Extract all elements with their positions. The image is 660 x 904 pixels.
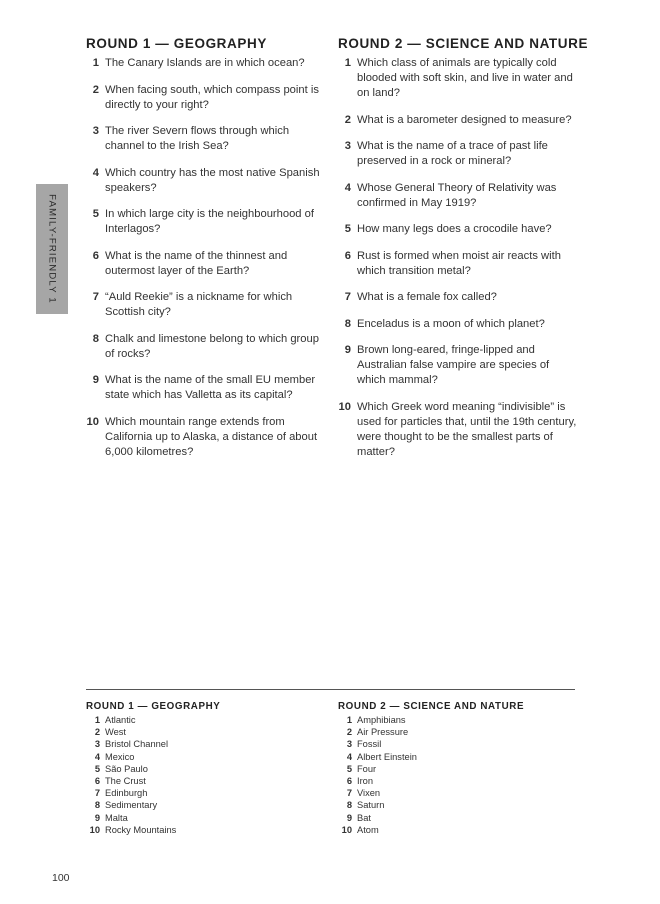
answer-item-number: 9 [94, 812, 100, 823]
round2-questions [338, 36, 589, 471]
question-item [86, 373, 331, 403]
answer-item [338, 787, 578, 799]
section-side-tab [36, 184, 68, 314]
question-item-text: Enceladus is a moon of which planet? [357, 317, 545, 330]
question-item [338, 400, 578, 460]
answer-item [338, 799, 578, 811]
answer-item-number: 1 [94, 715, 100, 725]
question-item-number: 5 [344, 223, 351, 235]
question-item [338, 181, 578, 211]
question-item-number: 10 [86, 415, 99, 428]
answer-item [86, 751, 326, 763]
answer-item [338, 726, 578, 738]
question-item [86, 207, 331, 237]
answer-item [338, 714, 578, 726]
question-item [86, 332, 331, 362]
question-item-text: Rust is formed when moist air reacts with which transition metal? [357, 249, 561, 277]
answer-item-text: Saturn [357, 800, 385, 811]
answer-item-text: Mexico [105, 751, 135, 762]
round1-title: ROUND 1 — GEOGRAPHY [86, 36, 267, 51]
answer-item-text: Vixen [357, 788, 381, 799]
side-tab-label: FAMILY-FRIENDLY 1 [46, 194, 58, 304]
question-item-text: “Auld Reekie” is a nickname for which Scottish city? [105, 291, 293, 318]
question-item [338, 343, 578, 388]
question-item-text: What is a barometer designed to measure? [357, 113, 572, 126]
round2-answers [338, 701, 578, 836]
answer-item [86, 763, 326, 775]
answer-item-text: Edinburgh [105, 788, 148, 799]
answer-item [338, 738, 578, 750]
question-item-text: Brown long-eared, fringe-lipped and Australian false vampire are species of which mammal? [357, 344, 550, 386]
answer-item-number: 9 [346, 812, 352, 823]
question-item [338, 139, 578, 169]
answer-item-text: West [105, 727, 127, 738]
answer-item [338, 763, 578, 775]
question-item-text: What is the name of the small EU member state which has Valletta as its capital? [105, 374, 316, 401]
question-item-number: 9 [344, 344, 351, 356]
question-item [86, 124, 331, 154]
question-item [86, 56, 331, 71]
answer-item [86, 738, 326, 750]
answer-item-number: 10 [341, 824, 352, 835]
answer-item [338, 812, 578, 824]
answer-item [338, 751, 578, 763]
answer-item-number: 10 [89, 824, 100, 835]
answer-item-text: Atlantic [105, 715, 136, 725]
answer-item [338, 775, 578, 787]
answer-item-number: 2 [94, 727, 100, 738]
question-item-number: 8 [344, 317, 351, 330]
question-item-number: 6 [344, 249, 351, 262]
question-item-text: What is the name of the thinnest and outermost layer of the Earth? [105, 249, 288, 277]
question-item-number: 10 [338, 400, 351, 413]
answer-item-text: Iron [357, 776, 374, 787]
answer-item [86, 812, 326, 824]
answer-item-number: 8 [346, 800, 352, 811]
question-item [86, 166, 331, 196]
question-item-number: 4 [344, 181, 351, 194]
question-item-number: 7 [344, 291, 351, 303]
answer-item-number: 7 [94, 788, 100, 799]
question-item-text: What is the name of a trace of past life preserved in a rock or mineral? [357, 140, 548, 167]
question-item-text: In which large city is the neighbourhood of Interlagos? [105, 208, 314, 235]
question-item-text: Which country has the most native Spanish speakers? [105, 166, 320, 194]
question-item [338, 317, 578, 332]
question-item [338, 249, 578, 279]
answer-item-text: Amphibians [357, 715, 406, 725]
answer-item [86, 799, 326, 811]
question-item-text: When facing south, which compass point is directly to your right? [105, 83, 319, 111]
question-item-number: 1 [92, 57, 99, 69]
answer-item [86, 787, 326, 799]
question-item-text: Which Greek word meaning “indivisible” is used for particles that, until the 19th century, were thought to be the smallest parts of matter? [357, 400, 577, 458]
round1-answers-title: ROUND 1 — GEOGRAPHY [86, 701, 221, 712]
answer-item-number: 5 [94, 763, 100, 774]
answer-item [86, 824, 326, 836]
answer-item-number: 1 [346, 715, 352, 725]
question-item [86, 290, 331, 320]
answer-item [86, 775, 326, 787]
question-item-number: 8 [92, 332, 99, 345]
question-item [338, 56, 578, 101]
answer-item-number: 4 [94, 751, 100, 762]
answer-item-number: 2 [346, 727, 352, 738]
question-item-number: 2 [344, 113, 351, 126]
answer-item-text: São Paulo [105, 763, 148, 774]
question-item-text: How many legs does a crocodile have? [357, 223, 552, 235]
page-number: 100 [52, 872, 70, 884]
answer-item [86, 714, 326, 726]
question-item [86, 415, 331, 460]
answer-item-text: The Crust [105, 776, 146, 787]
answer-item-number: 6 [94, 776, 100, 787]
answer-item-text: Malta [105, 812, 128, 823]
question-item [86, 249, 331, 279]
answer-item [86, 726, 326, 738]
answer-item-number: 6 [346, 776, 352, 787]
answer-item-text: Rocky Mountains [105, 824, 177, 835]
answer-item-number: 7 [346, 788, 352, 799]
round2-answers-title: ROUND 2 — SCIENCE AND NATURE [338, 701, 525, 712]
question-item-number: 7 [92, 291, 99, 303]
answer-item-number: 4 [346, 751, 352, 762]
question-item-number: 5 [92, 208, 99, 220]
question-item [338, 222, 578, 237]
round1-questions [86, 36, 331, 471]
question-item [86, 83, 331, 113]
question-item-text: The Canary Islands are in which ocean? [105, 57, 305, 69]
round2-title: ROUND 2 — SCIENCE AND NATURE [338, 36, 589, 51]
question-item-number: 2 [92, 83, 99, 96]
question-item-text: What is a female fox called? [357, 291, 497, 303]
question-item [338, 290, 578, 305]
answer-item [338, 824, 578, 836]
answer-item-text: Albert Einstein [357, 751, 417, 762]
question-item-number: 3 [344, 140, 351, 152]
question-item [338, 113, 578, 128]
answer-item-number: 5 [346, 763, 352, 774]
answer-item-number: 3 [94, 739, 100, 750]
answer-item-number: 8 [94, 800, 100, 811]
question-item-text: The river Severn flows through which channel to the Irish Sea? [105, 125, 290, 152]
answer-item-text: Bat [357, 812, 371, 823]
answer-item-number: 3 [346, 739, 352, 750]
answer-item-text: Four [357, 763, 377, 774]
round1-answers [86, 701, 326, 836]
question-item-number: 1 [344, 57, 351, 69]
question-item-text: Which class of animals are typically cold blooded with soft skin, and live in water and on land? [357, 57, 573, 99]
question-item-number: 3 [92, 125, 99, 137]
answer-item-text: Atom [357, 824, 379, 835]
answer-item-text: Sedimentary [105, 800, 158, 811]
answer-item-text: Air Pressure [357, 727, 409, 738]
question-item-text: Chalk and limestone belong to which group of rocks? [105, 332, 319, 360]
answer-item-text: Bristol Channel [105, 739, 169, 750]
question-item-text: Whose General Theory of Relativity was confirmed in May 1919? [357, 181, 557, 209]
question-item-text: Which mountain range extends from California up to Alaska, a distance of about 6,000 kilometres? [105, 415, 318, 458]
answers-divider [86, 689, 575, 690]
question-item-number: 4 [92, 166, 99, 179]
question-item-number: 9 [92, 374, 99, 386]
question-item-number: 6 [92, 249, 99, 262]
answer-item-text: Fossil [357, 739, 382, 750]
